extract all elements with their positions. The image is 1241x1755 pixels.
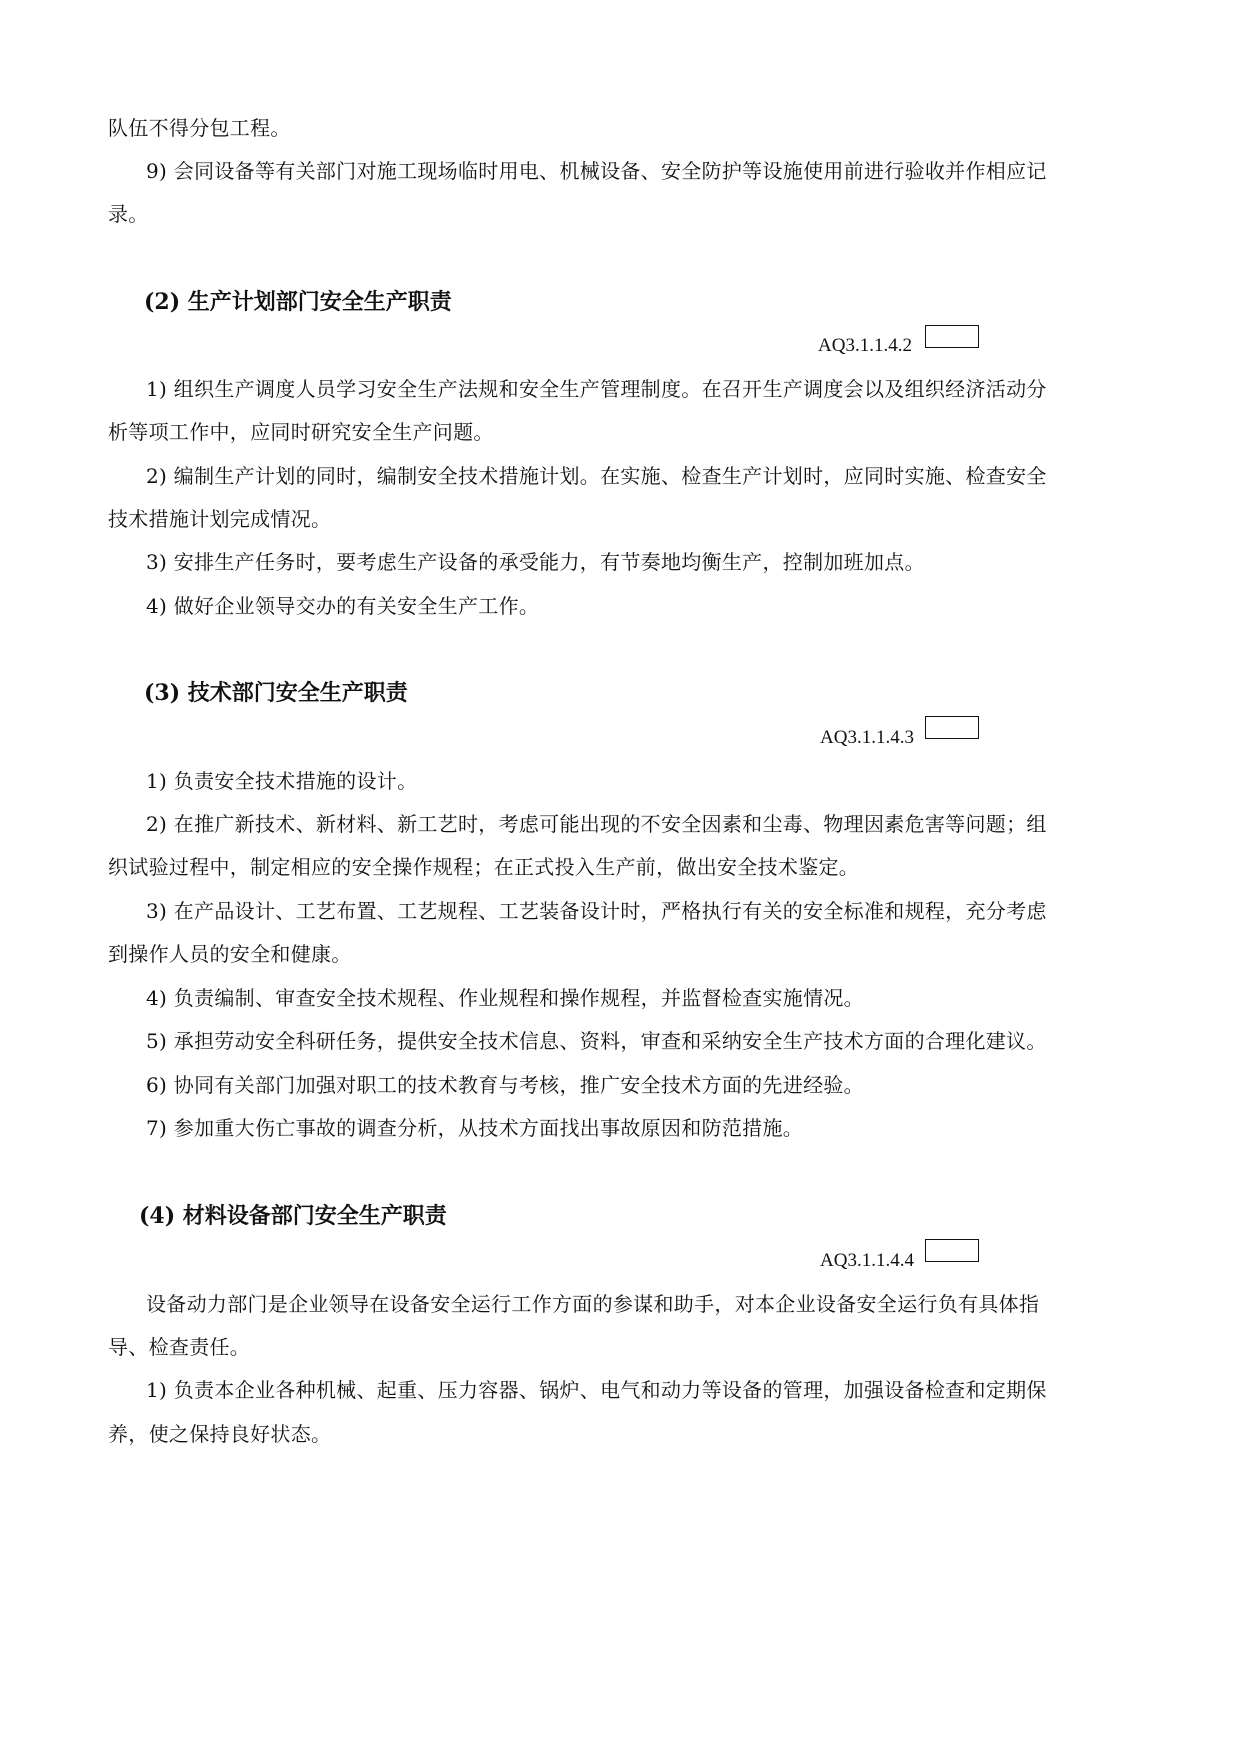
section-heading: (4) 材料设备部门安全生产职责 (139, 1203, 447, 1229)
text-line: 3) 安排生产任务时，要考虑生产设备的承受能力，有节奏地均衡生产，控制加班加点。 (146, 550, 925, 574)
text-line: 录。 (108, 202, 149, 226)
text-line: 3) 在产品设计、工艺布置、工艺规程、工艺装备设计时，严格执行有关的安全标准和规程，充分考虑 (146, 899, 1047, 923)
text-line: 析等项工作中，应同时研究安全生产问题。 (108, 420, 494, 444)
text-line: 2) 编制生产计划的同时，编制安全技术措施计划。在实施、检查生产计划时，应同时实施、检查安全 (146, 464, 1047, 488)
text-line: 导、检查责任。 (108, 1335, 251, 1359)
text-line: 5) 承担劳动安全科研任务，提供安全技术信息、资料，审查和采纳安全生产技术方面的合理化建议。 (146, 1029, 1047, 1053)
text-line: 1) 负责本企业各种机械、起重、压力容器、锅炉、电气和动力等设备的管理，加强设备检查和定期保 (146, 1378, 1047, 1402)
check-box[interactable] (925, 716, 979, 739)
text-line: 6) 协同有关部门加强对职工的技术教育与考核，推广安全技术方面的先进经验。 (146, 1073, 864, 1097)
text-line: 技术措施计划完成情况。 (108, 507, 332, 531)
text-line: 2) 在推广新技术、新材料、新工艺时，考虑可能出现的不安全因素和尘毒、物理因素危害等问题；组 (146, 812, 1047, 836)
text-line: 7) 参加重大伤亡事故的调查分析，从技术方面找出事故原因和防范措施。 (146, 1116, 804, 1140)
text-line: 养，使之保持良好状态。 (108, 1422, 332, 1446)
text-line: 1) 负责安全技术措施的设计。 (146, 769, 418, 793)
text-line: 4) 负责编制、审查安全技术规程、作业规程和操作规程，并监督检查实施情况。 (146, 986, 864, 1010)
text-line: 4) 做好企业领导交办的有关安全生产工作。 (146, 594, 540, 618)
text-line: 设备动力部门是企业领导在设备安全运行工作方面的参谋和助手，对本企业设备安全运行负有具体指 (146, 1292, 1040, 1316)
text-line: 队伍不得分包工程。 (108, 116, 291, 140)
text-line: 到操作人员的安全和健康。 (108, 942, 352, 966)
text-line: 织试验过程中，制定相应的安全操作规程；在正式投入生产前，做出安全技术鉴定。 (108, 855, 860, 879)
clause-code: AQ3.1.1.4.2 (818, 335, 912, 356)
clause-code: AQ3.1.1.4.3 (820, 727, 914, 748)
section-heading: (3) 技术部门安全生产职责 (144, 680, 408, 706)
text-line: 9) 会同设备等有关部门对施工现场临时用电、机械设备、安全防护等设施使用前进行验收并作相应记 (146, 159, 1047, 183)
check-box[interactable] (925, 325, 979, 348)
text-line: 1) 组织生产调度人员学习安全生产法规和安全生产管理制度。在召开生产调度会以及组织经济活动分 (146, 377, 1047, 401)
section-heading: (2) 生产计划部门安全生产职责 (144, 289, 452, 315)
clause-code: AQ3.1.1.4.4 (820, 1250, 914, 1271)
check-box[interactable] (925, 1239, 979, 1262)
